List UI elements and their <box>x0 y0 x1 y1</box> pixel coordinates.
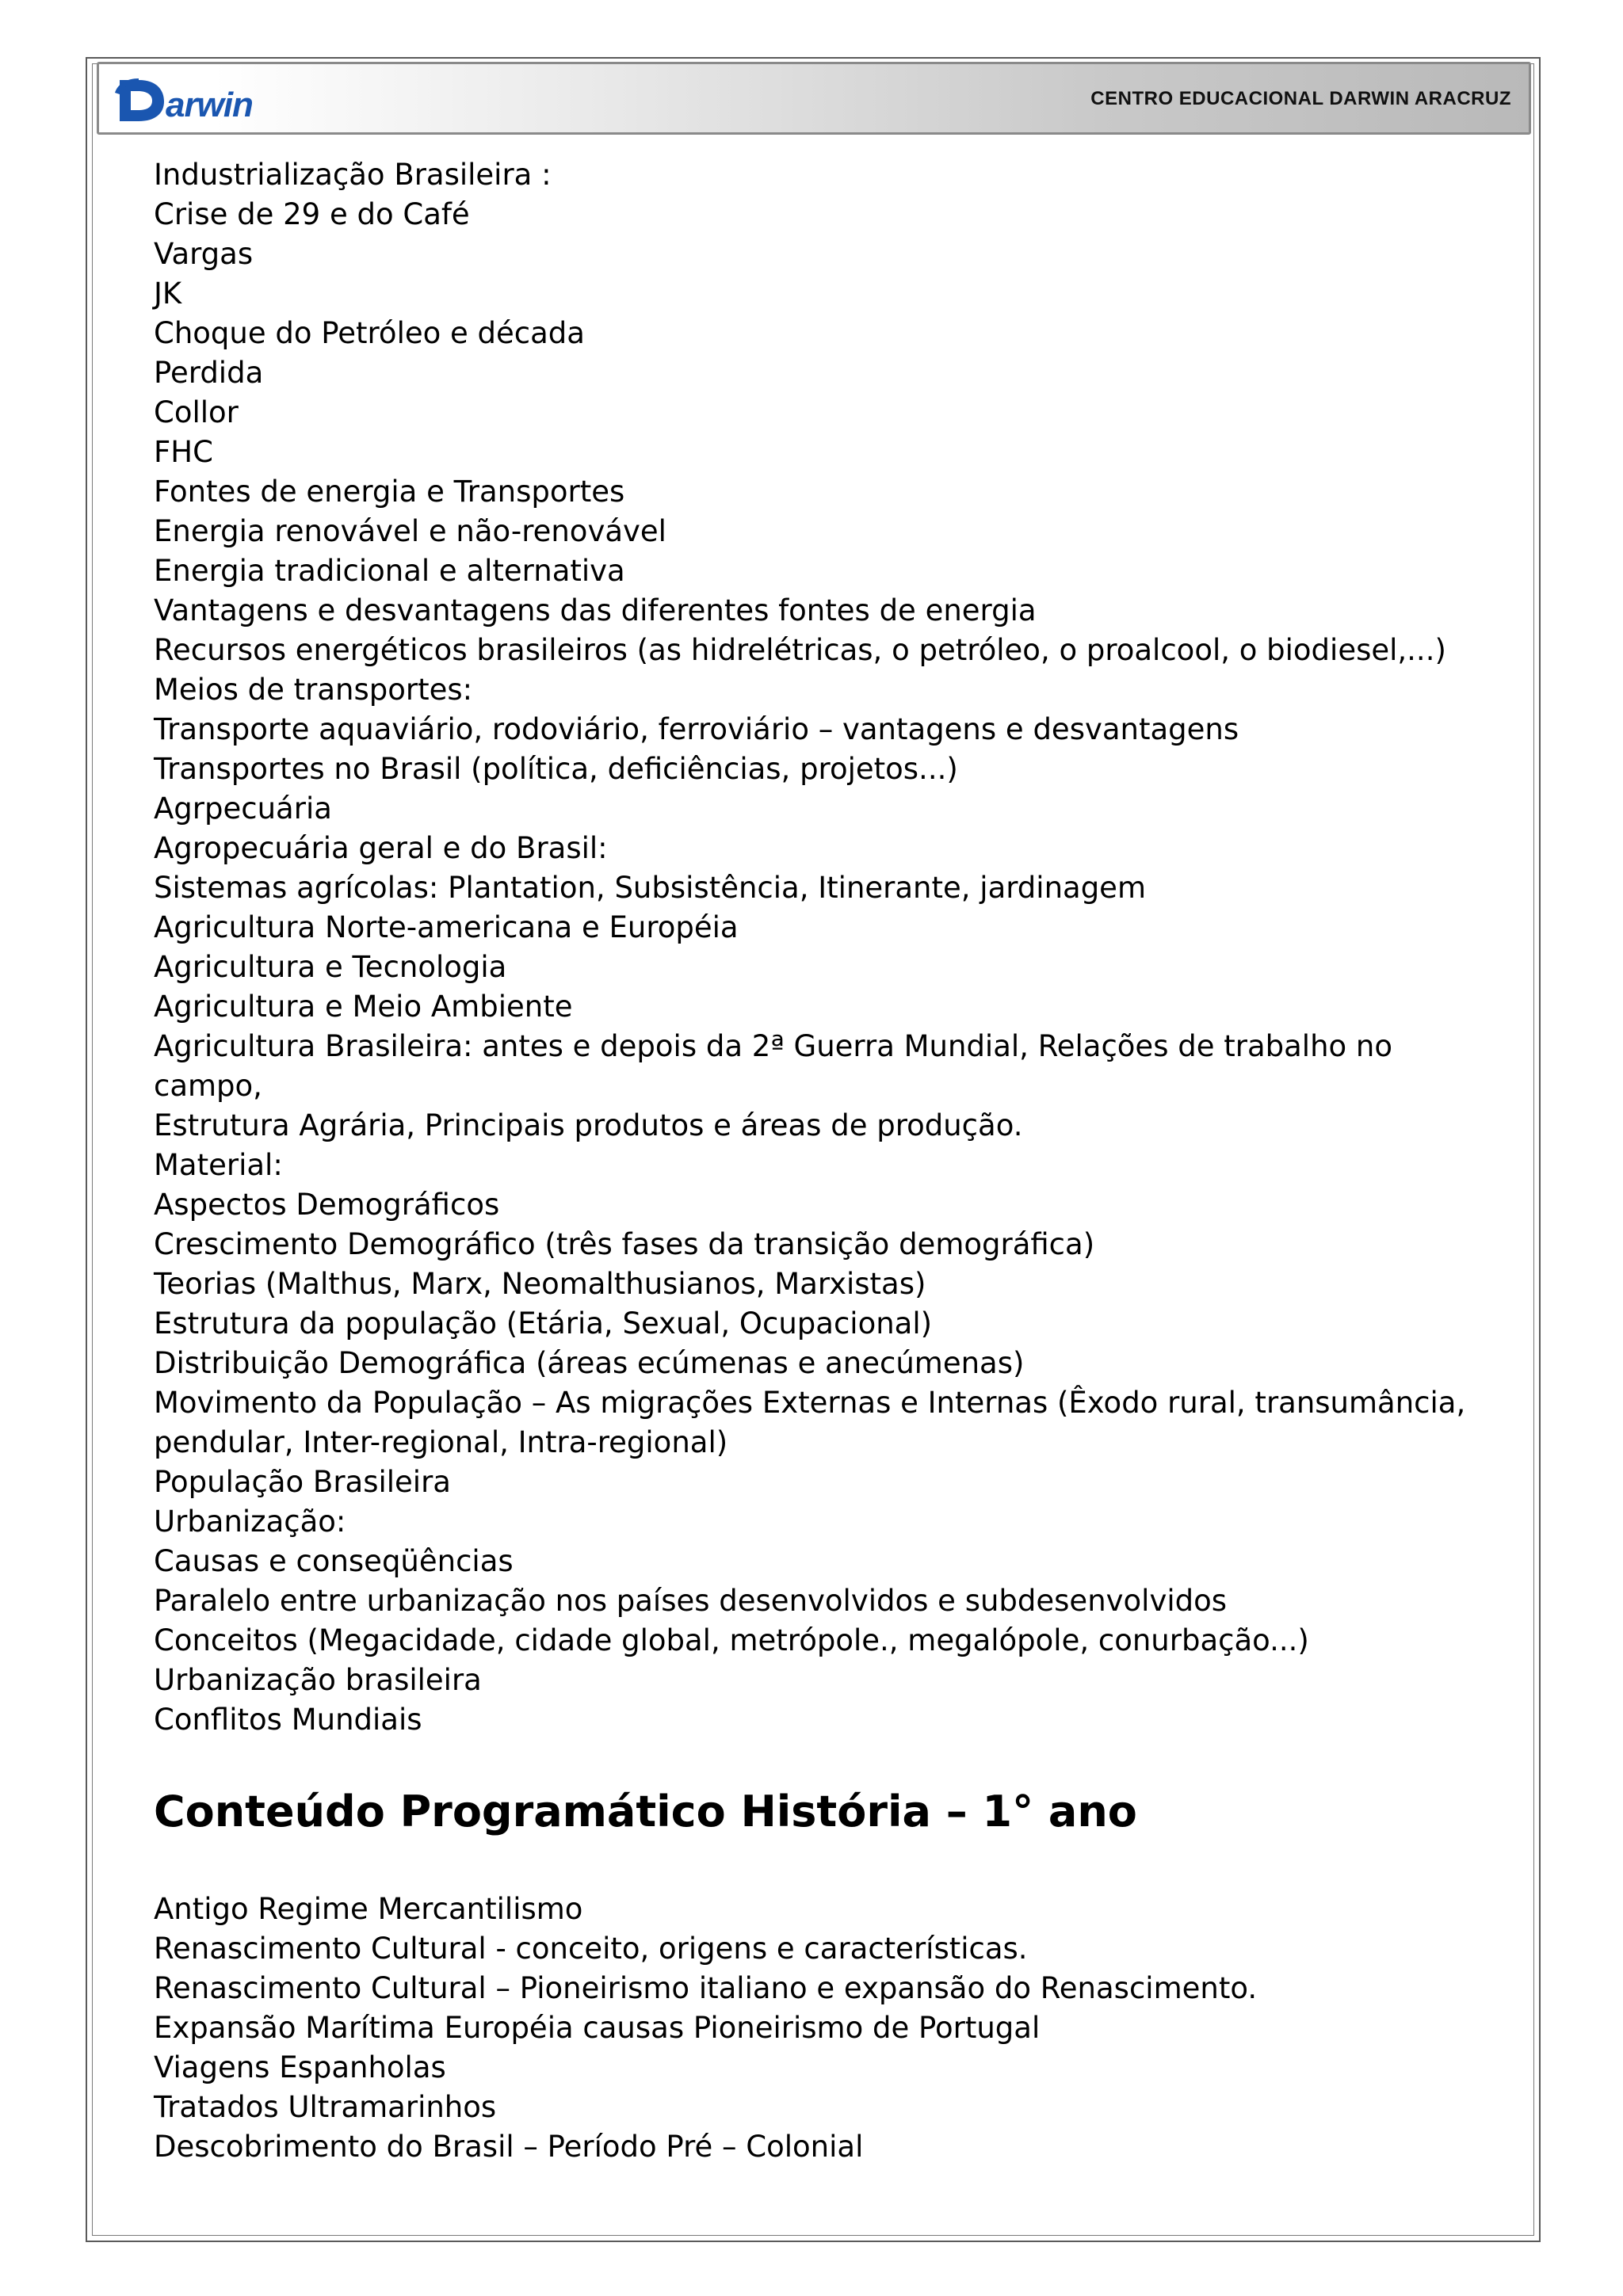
section-title: Conteúdo Programático História – 1° ano <box>154 1787 1137 1836</box>
svg-text:arwin: arwin <box>166 86 253 124</box>
list-item: Energia renovável e não-renovável <box>154 514 666 548</box>
list-item: Movimento da População – As migrações Externas e Internas (Êxodo rural, transumância, <box>154 1386 1466 1420</box>
list-item: Collor <box>154 395 239 429</box>
list-item: Descobrimento do Brasil – Período Pré – Colonial <box>154 2130 864 2164</box>
list-item: JK <box>154 277 182 311</box>
list-item: Crise de 29 e do Café <box>154 197 470 231</box>
list-item: Agricultura Brasileira: antes e depois da 2ª Guerra Mundial, Relações de trabalho no <box>154 1029 1393 1063</box>
list-item: Energia tradicional e alternativa <box>154 554 625 588</box>
list-item: Agricultura Norte-americana e Européia <box>154 910 739 944</box>
list-item: Renascimento Cultural – Pioneirismo italiano e expansão do Renascimento. <box>154 1971 1258 2005</box>
list-item: Conceitos (Megacidade, cidade global, metrópole., megalópole, conurbação...) <box>154 1623 1309 1657</box>
list-item: Paralelo entre urbanização nos países desenvolvidos e subdesenvolvidos <box>154 1584 1228 1618</box>
list-item: Agricultura e Meio Ambiente <box>154 990 573 1024</box>
list-item: Teorias (Malthus, Marx, Neomalthusianos, Marxistas) <box>154 1267 926 1301</box>
list-item: Tratados Ultramarinhos <box>154 2090 497 2124</box>
list-item: Urbanização brasileira <box>154 1663 482 1697</box>
list-item: Perdida <box>154 356 264 390</box>
list-item: Vantagens e desvantagens das diferentes fontes de energia <box>154 593 1037 627</box>
list-item: Fontes de energia e Transportes <box>154 475 625 509</box>
list-item: FHC <box>154 435 213 469</box>
list-item: Causas e conseqüências <box>154 1544 514 1578</box>
list-item: Industrialização Brasileira : <box>154 158 552 192</box>
list-item: Material: <box>154 1148 283 1182</box>
page-header <box>97 62 1531 135</box>
list-item: Urbanização: <box>154 1505 346 1539</box>
list-item: Agrpecuária <box>154 791 332 826</box>
school-name: CENTRO EDUCACIONAL DARWIN ARACRUZ <box>1090 88 1511 109</box>
list-item: Meios de transportes: <box>154 673 473 707</box>
list-item: Choque do Petróleo e década <box>154 316 585 350</box>
list-item: Estrutura Agrária, Principais produtos e áreas de produção. <box>154 1108 1023 1142</box>
list-item: Vargas <box>154 237 254 271</box>
list-item: Distribuição Demográfica (áreas ecúmenas e anecúmenas) <box>154 1346 1025 1380</box>
list-item: Recursos energéticos brasileiros (as hidrelétricas, o petróleo, o proalcool, o biodiesel,...) <box>154 633 1446 667</box>
list-item: Agropecuária geral e do Brasil: <box>154 831 608 865</box>
list-item: Aspectos Demográficos <box>154 1188 500 1222</box>
list-item: Conflitos Mundiais <box>154 1703 422 1737</box>
list-item: Transportes no Brasil (política, deficiências, projetos...) <box>154 752 958 786</box>
list-item: Transporte aquaviário, rodoviário, ferroviário – vantagens e desvantagens <box>154 712 1239 746</box>
list-item: pendular, Inter-regional, Intra-regional) <box>154 1425 728 1459</box>
list-item: Estrutura da população (Etária, Sexual, Ocupacional) <box>154 1306 933 1341</box>
list-item: Agricultura e Tecnologia <box>154 950 507 984</box>
list-item: campo, <box>154 1069 262 1103</box>
list-item: População Brasileira <box>154 1465 451 1499</box>
list-item: Expansão Marítima Européia causas Pioneirismo de Portugal <box>154 2011 1041 2045</box>
darwin-logo <box>112 72 278 128</box>
list-item: Renascimento Cultural - conceito, origens e características. <box>154 1932 1028 1966</box>
list-item: Antigo Regime Mercantilismo <box>154 1892 583 1926</box>
geography-topics-list <box>154 155 1485 1740</box>
history-topics-list <box>154 1890 1485 2167</box>
list-item: Viagens Espanholas <box>154 2050 446 2084</box>
list-item: Sistemas agrícolas: Plantation, Subsistência, Itinerante, jardinagem <box>154 871 1146 905</box>
list-item: Crescimento Demográfico (três fases da transição demográfica) <box>154 1227 1095 1261</box>
